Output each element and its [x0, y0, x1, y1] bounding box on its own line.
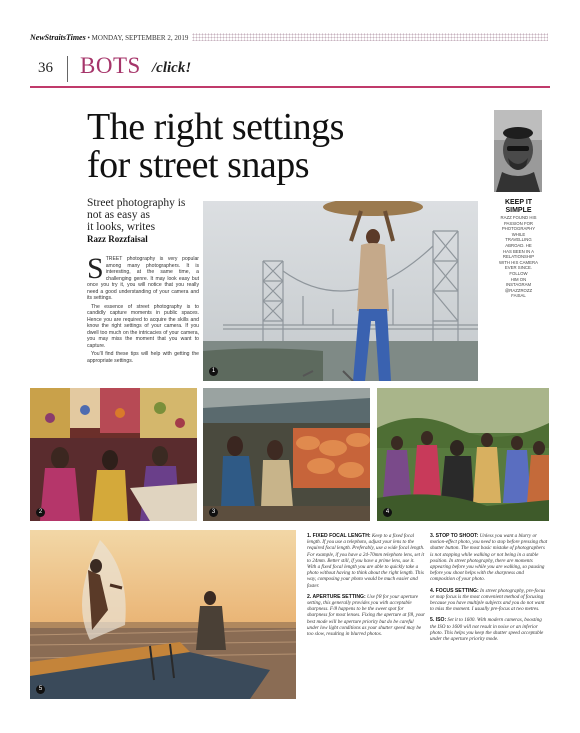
page-number: 36 [38, 60, 53, 76]
photo-bridge-porter [203, 201, 478, 381]
sidebar-caption-line: RAZZ FOUND HIS [500, 215, 537, 220]
body-paragraph: You'll find these tips will help with getting the appropriate settings. [87, 351, 199, 364]
tip-label: 1. FIXED FOCAL LENGTH: [307, 533, 371, 539]
sidebar-caption-line: EVER SINCE. [504, 265, 533, 271]
sidebar-caption-line: WHILE [511, 231, 526, 237]
sidebar-caption-line: FOLLOW [509, 270, 528, 276]
sidebar-caption-line: @RAZZROZZ [504, 287, 533, 293]
byline: Razz Rozzfaisal [87, 234, 148, 244]
sidebar-caption-line: PASSION FOR [503, 220, 534, 226]
drop-cap: S [87, 252, 104, 285]
tips-column-1 [307, 533, 425, 642]
tip-text: Set it to 1600. With modern cameras, boosting the ISO to 1600 will not result in noise or an inferior photo. This helps you keep the shutter speed acceptable under the aperture priority mode. [430, 617, 544, 643]
standfirst-line: Street photography is [87, 197, 186, 209]
masthead-brand: NewStraitsTimes [30, 33, 86, 42]
tip-item [430, 533, 548, 583]
sidebar-caption-line: WITH HIS CAMERA [499, 259, 538, 265]
tip-item [307, 533, 425, 589]
sidebar-caption-line: ABROAD. HE [505, 242, 532, 248]
photo-street-vendors [203, 388, 370, 521]
body-paragraph [87, 252, 199, 302]
header-rule [30, 86, 550, 88]
headline-line-1: The right settings [87, 106, 344, 148]
sidebar-caption-line: INSTAGRAM [505, 282, 532, 288]
sidebar-caption [493, 215, 544, 299]
sidebar-title-line-2: SIMPLE [505, 207, 532, 214]
section-subtitle: /click! [152, 60, 192, 76]
sidebar-caption-line: TRAVELLING [505, 237, 532, 243]
photo-number-5: 5 [36, 685, 45, 694]
tip-label: 2. APERTURE SETTING: [307, 593, 366, 600]
tip-text: In street photography, pre-focus or map focus is the most convenient method of focusing because you have multiple subjects and you do not want to miss the moment. I usually pre-focus at two metres. [430, 587, 546, 613]
author-photo [494, 110, 542, 192]
photo-market-scene [30, 388, 197, 521]
masthead [30, 33, 188, 42]
masthead-date: • MONDAY, SEPTEMBER 2, 2019 [87, 34, 189, 42]
sidebar-title-line-1: KEEP IT [504, 199, 533, 206]
sidebar-title [493, 199, 544, 215]
sidebar-caption-line: PHOTOGRAPHY [501, 226, 536, 232]
body-paragraph: The essence of street photography is to candidly capture moments in public spaces. Hence you are required to acquire the skills and know the right settings of your camera. If you dwell too much on the intricacies of your camera, you may miss the moment that you want to capture. [87, 303, 199, 349]
sidebar-caption-line: RELATIONSHIP [502, 254, 535, 260]
photo-number-2: 2 [36, 508, 45, 517]
masthead-dot-pattern [192, 33, 548, 41]
tips-column-2 [430, 533, 548, 647]
standfirst-line: not as easy as [87, 209, 150, 221]
tip-label: 4. FOCUS SETTING: [430, 587, 479, 594]
photo-number-1: 1 [209, 367, 218, 376]
tip-label: 5. ISO: [430, 617, 447, 624]
headline-line-2: for street snaps [87, 144, 310, 186]
standfirst [87, 197, 199, 233]
tip-label: 3. STOP TO SHOOT: [430, 533, 479, 539]
section-title: BOTS [80, 53, 141, 78]
sidebar-caption-line: HAS BEEN IN A [502, 248, 535, 254]
sidebar-caption-line: HIM ON [510, 276, 527, 282]
tip-item [307, 594, 425, 637]
tip-text: Use f/8 for your aperture setting, this generally provides you with acceptable sharpness. F/8 happens to be the sweet spot for sharpness for most lenses. Fixing the aperture at f/8, your best mode will be aperture priority but do be careful under low light conditions as your shutter speed may be too slow, resulting in blurred photos. [307, 593, 425, 638]
photo-fishermen-sunset [30, 530, 296, 699]
header-divider [67, 56, 68, 82]
body-text: TREET photography is very popular among many photographers. It is interesting, at the same time, a challenging genre. It may look easy but once you try it, you will notice that you really need a good understanding of your camera and its settings. [87, 256, 199, 301]
photo-number-4: 4 [383, 508, 392, 517]
tip-text: Unless you want a blurry or motion-effect photo, you need to stop before pressing that shutter button. The most basic mistake of photographers is not stopping while walking or not being in a stable position. In street photography, there are moments appearing before you while you are walking, so pausing before you shoot helps with the sharpness and composition of your photo. [430, 533, 548, 583]
photo-group-women [377, 388, 549, 521]
tip-item [430, 588, 548, 613]
photo-number-3: 3 [209, 508, 218, 517]
sidebar-caption-line: FAISAL [511, 293, 526, 299]
tip-item [430, 617, 548, 642]
headline [87, 108, 344, 184]
standfirst-line: it looks, writes [87, 221, 156, 233]
article-body [87, 252, 199, 366]
tip-text: Keep to a fixed focal length. If you use a telephoto, adjust your lens to the required focal length. Preferably, use a wide focal length. For example, if you have a 24-70mm telephoto lens, set it to 24mm. Better still, if you have a prime lens, use it. With a fixed focal length you are able to quickly take a photo without having to think about the right length. This way, composing your photo would be much easier and faster. [307, 533, 425, 589]
